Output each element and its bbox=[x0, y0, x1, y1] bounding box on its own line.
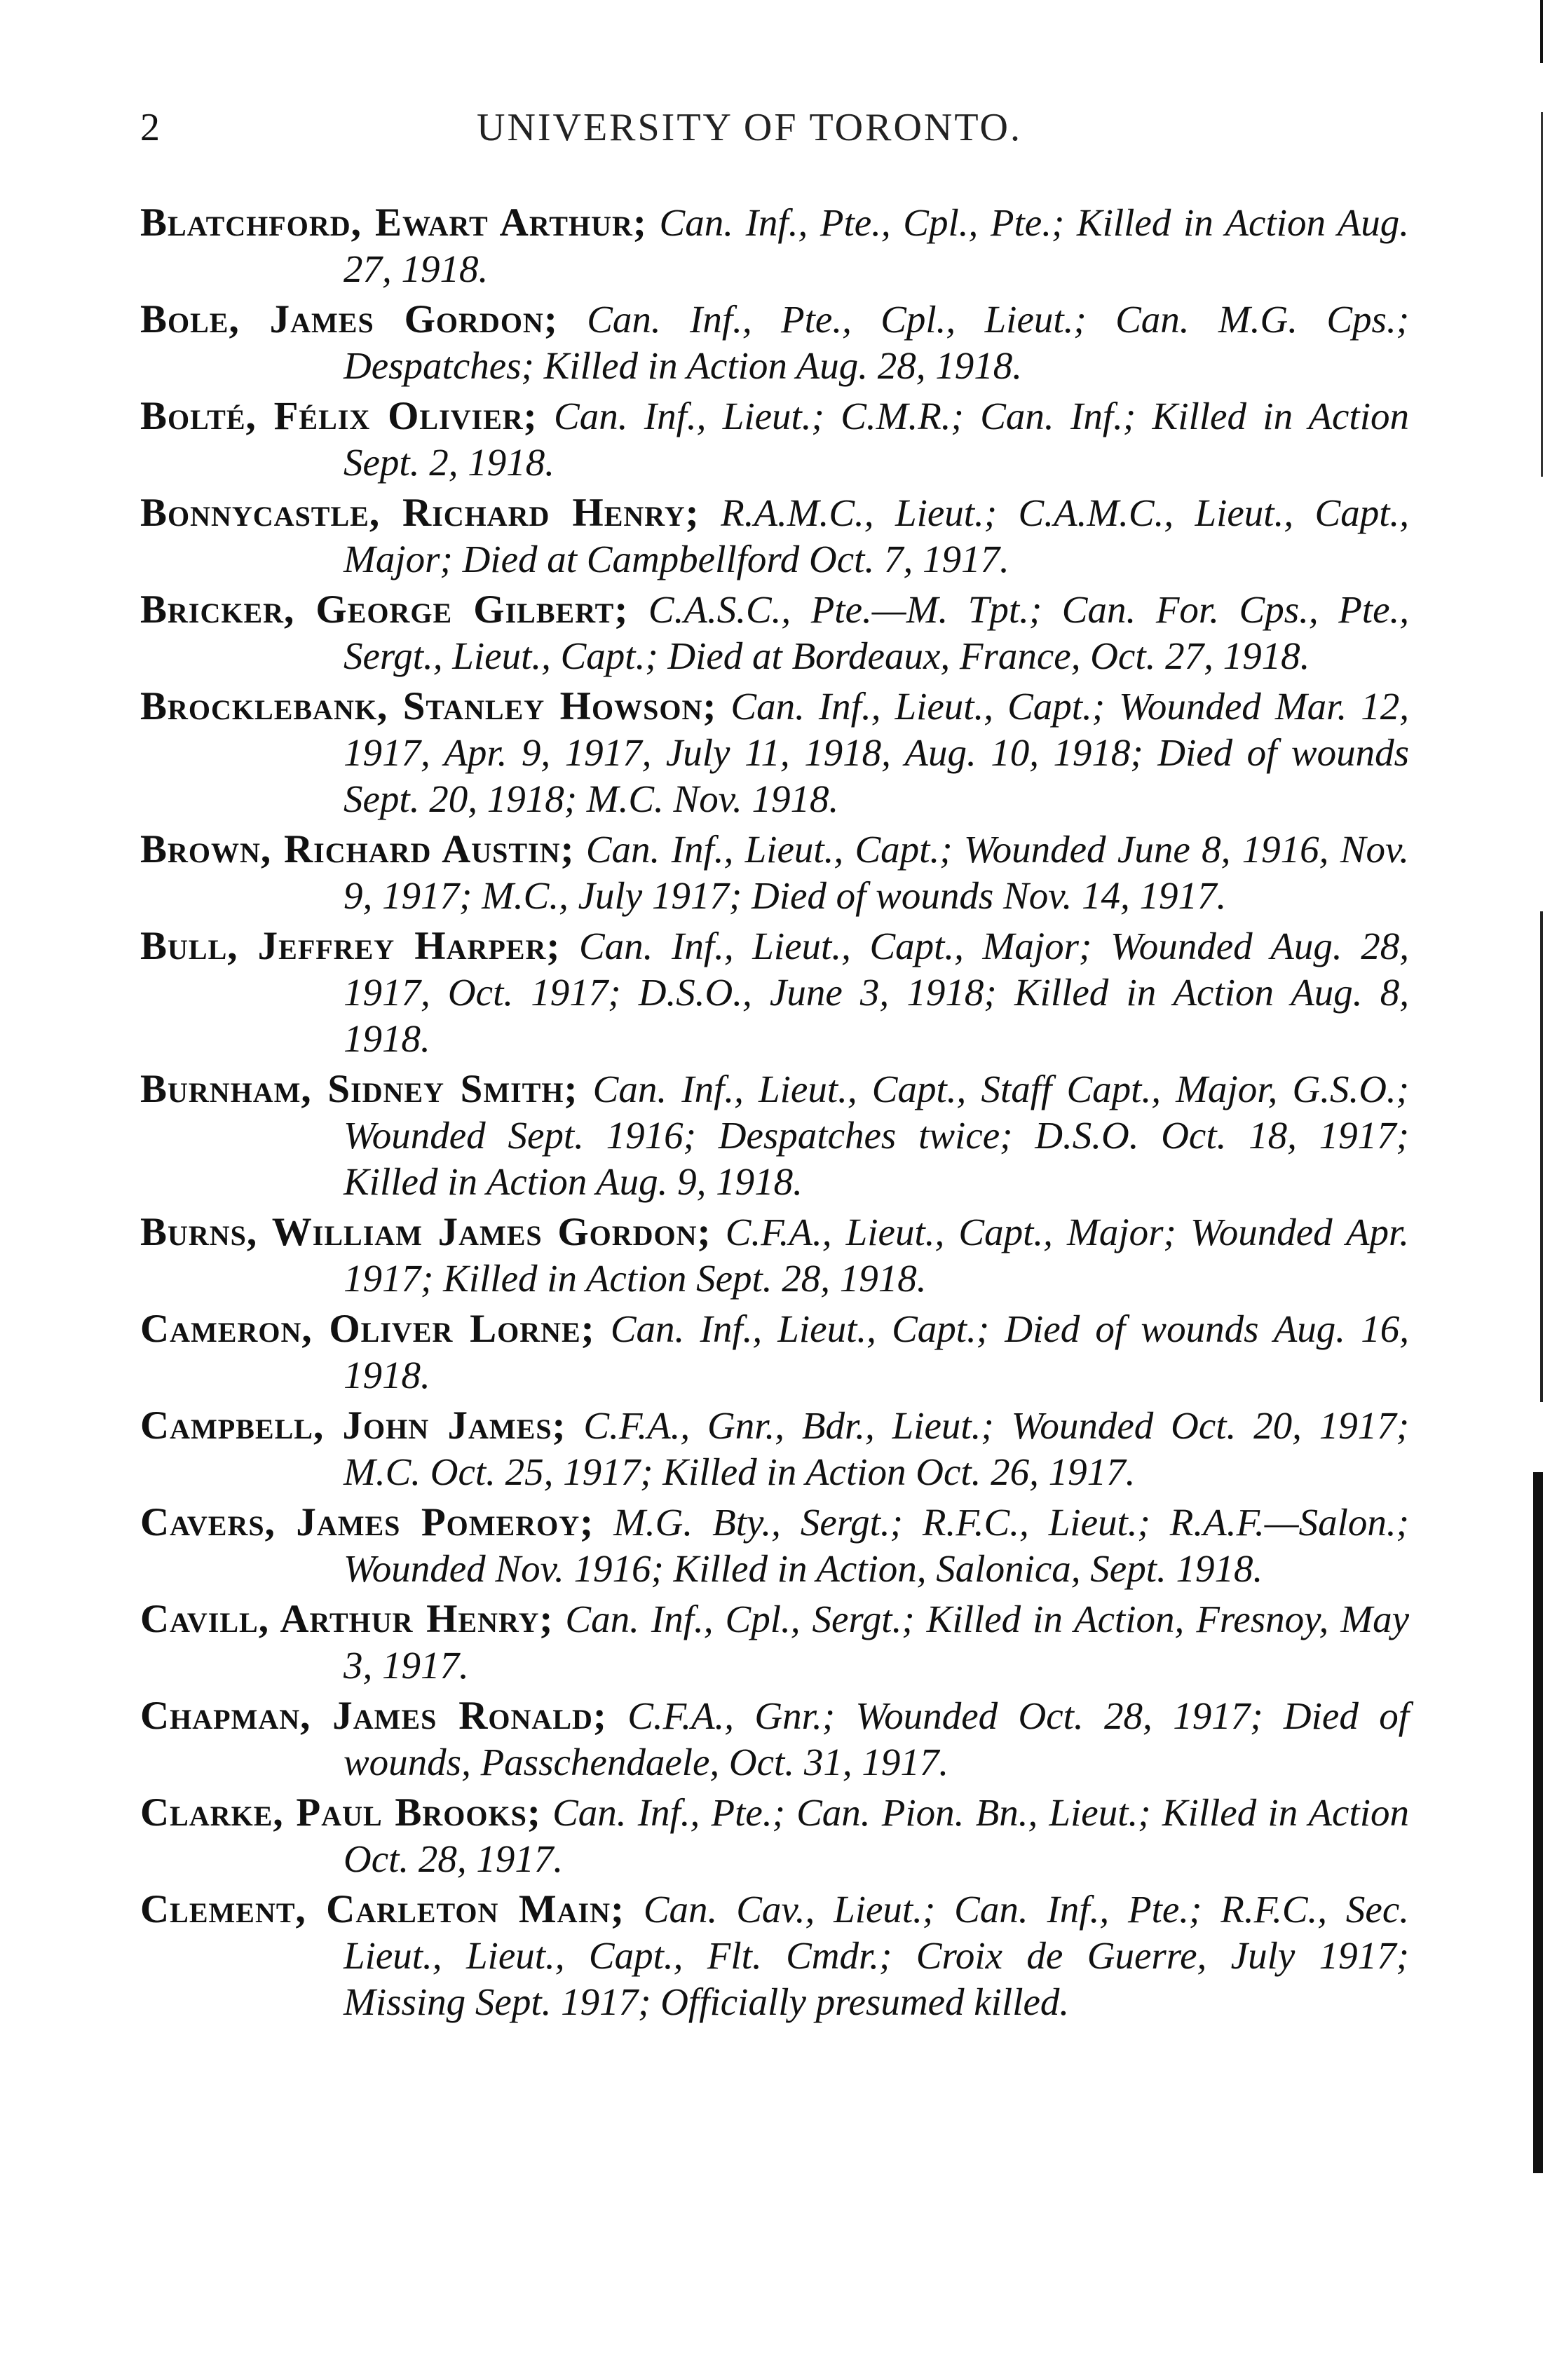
entry-record: Can. Inf., Cpl., Sergt.; Killed in Action, Fresnoy, May 3, 1917. bbox=[344, 1598, 1410, 1687]
entry-cameron bbox=[140, 1306, 1409, 1399]
entry-name: Bolté, Félix Olivier; bbox=[140, 394, 538, 438]
entry-record: Can. Cav., Lieut.; Can. Inf., Pte.; R.F.C., Sec. Lieut., Lieut., Capt., Flt. Cmdr.; Croix de Guerre, July 1917; Missing Sept. 1917; Officially presumed killed. bbox=[344, 1888, 1409, 2023]
scan-edge-mark bbox=[1541, 112, 1543, 477]
entry-record: Can. Inf., Pte.; Can. Pion. Bn., Lieut.; Killed in Action Oct. 28, 1917. bbox=[344, 1791, 1409, 1880]
entry-record: Can. Inf., Lieut., Capt.; Wounded Mar. 12, 1917, Apr. 9, 1917, July 11, 1918, Aug. 10, 1918; Died of wounds Sept. 20, 1918; M.C. Nov. 1918. bbox=[344, 685, 1409, 820]
entry-name: Clement, Carleton Main; bbox=[140, 1887, 625, 1931]
entry-cavers bbox=[140, 1500, 1409, 1592]
entry-name: Chapman, James Ronald; bbox=[140, 1694, 607, 1738]
entry-record: C.F.A., Gnr.; Wounded Oct. 28, 1917; Died of wounds, Passchendaele, Oct. 31, 1917. bbox=[344, 1694, 1410, 1783]
entry-name: Blatchford, Ewart Arthur; bbox=[140, 200, 647, 245]
entry-record: C.F.A., Gnr., Bdr., Lieut.; Wounded Oct. 20, 1917; M.C. Oct. 25, 1917; Killed in Action Oct. 26, 1917. bbox=[344, 1404, 1410, 1493]
entry-clement bbox=[140, 1886, 1409, 2025]
entry-name: Burnham, Sidney Smith; bbox=[140, 1067, 578, 1111]
entry-record: Can. Inf., Pte., Cpl., Lieut.; Can. M.G. Cps.; Despatches; Killed in Action Aug. 28, 1918. bbox=[344, 298, 1410, 387]
entry-name: Bull, Jeffrey Harper; bbox=[140, 924, 561, 968]
entry-name: Bricker, George Gilbert; bbox=[140, 587, 629, 632]
entry-name: Cavill, Arthur Henry; bbox=[140, 1597, 554, 1641]
entry-chapman bbox=[140, 1693, 1409, 1786]
entry-record: Can. Inf., Lieut.; C.M.R.; Can. Inf.; Killed in Action Sept. 2, 1918. bbox=[344, 395, 1409, 484]
entry-burnham bbox=[140, 1066, 1409, 1205]
scan-edge-mark bbox=[1540, 0, 1543, 63]
entry-name: Burns, William James Gordon; bbox=[140, 1210, 712, 1254]
scan-edge-mark bbox=[1533, 1472, 1543, 2173]
entry-record: Can. Inf., Lieut., Capt.; Wounded June 8, 1916, Nov. 9, 1917; M.C., July 1917; Died of wounds Nov. 14, 1917. bbox=[344, 828, 1410, 917]
entry-record: C.F.A., Lieut., Capt., Major; Wounded Apr. 1917; Killed in Action Sept. 28, 1918. bbox=[344, 1211, 1410, 1300]
roll-of-honour-entries bbox=[140, 200, 1409, 2029]
entry-name: Bonnycastle, Richard Henry; bbox=[140, 491, 700, 535]
entry-record: M.G. Bty., Sergt.; R.F.C., Lieut.; R.A.F.—Salon.; Wounded Nov. 1916; Killed in Action, Salonica, Sept. 1918. bbox=[344, 1501, 1409, 1590]
entry-clarke bbox=[140, 1790, 1409, 1882]
entry-record: Can. Inf., Lieut., Capt., Major; Wounded Aug. 28, 1917, Oct. 1917; D.S.O., June 3, 1918; Killed in Action Aug. 8, 1918. bbox=[344, 925, 1410, 1060]
entry-brown bbox=[140, 827, 1409, 919]
entry-bonnycastle bbox=[140, 490, 1409, 583]
entry-cavill bbox=[140, 1596, 1409, 1689]
entry-name: Cameron, Oliver Lorne; bbox=[140, 1307, 595, 1351]
entry-bolte bbox=[140, 393, 1409, 486]
entry-record: R.A.M.C., Lieut.; C.A.M.C., Lieut., Capt., Major; Died at Campbellford Oct. 7, 1917. bbox=[344, 491, 1409, 580]
entry-burns bbox=[140, 1209, 1409, 1302]
entry-blatchford bbox=[140, 200, 1409, 292]
entry-record: Can. Inf., Pte., Cpl., Pte.; Killed in Action Aug. 27, 1918. bbox=[344, 201, 1410, 290]
entry-campbell bbox=[140, 1403, 1409, 1495]
entry-name: Brown, Richard Austin; bbox=[140, 827, 575, 871]
page-header bbox=[140, 105, 1437, 161]
entry-brocklebank bbox=[140, 684, 1409, 822]
entry-name: Cavers, James Pomeroy; bbox=[140, 1500, 594, 1544]
entry-bull bbox=[140, 923, 1409, 1062]
entry-bricker bbox=[140, 587, 1409, 679]
entry-name: Bole, James Gordon; bbox=[140, 297, 558, 341]
entry-name: Clarke, Paul Brooks; bbox=[140, 1790, 541, 1835]
entry-record: Can. Inf., Lieut., Capt., Staff Capt., Major, G.S.O.; Wounded Sept. 1916; Despatches twice; D.S.O. Oct. 18, 1917; Killed in Action Aug. 9, 1918. bbox=[344, 1068, 1409, 1203]
entry-record: Can. Inf., Lieut., Capt.; Died of wounds Aug. 16, 1918. bbox=[344, 1307, 1410, 1396]
entry-name: Campbell, John James; bbox=[140, 1403, 566, 1448]
scan-edge-mark bbox=[1540, 911, 1543, 1402]
page-number: 2 bbox=[140, 106, 161, 149]
running-head: UNIVERSITY OF TORONTO. bbox=[477, 106, 1022, 149]
entry-bole bbox=[140, 297, 1409, 389]
entry-name: Brocklebank, Stanley Howson; bbox=[140, 684, 717, 728]
entry-record: C.A.S.C., Pte.—M. Tpt.; Can. For. Cps., Pte., Sergt., Lieut., Capt.; Died at Bordeaux, France, Oct. 27, 1918. bbox=[344, 588, 1410, 677]
